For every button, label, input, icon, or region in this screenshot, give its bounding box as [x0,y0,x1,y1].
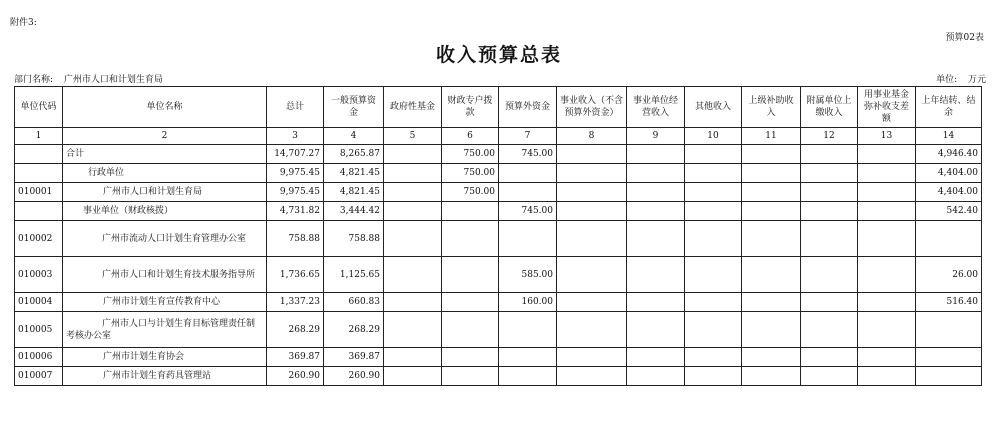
unit-code-cell: 010007 [15,367,63,386]
other-income-cell [685,202,742,221]
operating-income-cell [627,202,685,221]
business-income-cell [557,145,627,164]
table-row [15,312,982,348]
column-number: 14 [916,128,982,145]
attachment-label: 附件3: [10,18,37,28]
column-number: 8 [557,128,627,145]
other-income-cell [685,312,742,348]
operating-income-cell [627,221,685,257]
general-budget-cell: 758.88 [324,221,384,257]
other-income-cell [685,145,742,164]
total-cell: 1,337.23 [267,293,324,312]
column-header: 事业单位经营收入 [627,87,685,128]
business-income-cell [557,164,627,183]
extra-budget-cell: 745.00 [499,202,557,221]
column-number: 4 [324,128,384,145]
superior-subsidy-cell [742,221,801,257]
carryover-cell: 4,404.00 [916,183,982,202]
special-account-cell: 750.00 [442,164,499,183]
total-cell: 758.88 [267,221,324,257]
total-cell: 1,736.65 [267,257,324,293]
column-number: 6 [442,128,499,145]
subordinate-income-cell [801,202,858,221]
other-income-cell [685,348,742,367]
subordinate-income-cell [801,183,858,202]
other-income-cell [685,183,742,202]
carryover-cell: 4,946.40 [916,145,982,164]
fund-offset-cell [858,348,916,367]
unit-code-cell [15,164,63,183]
subordinate-income-cell [801,293,858,312]
gov-fund-cell [384,367,442,386]
carryover-cell [916,312,982,348]
carryover-cell: 26.00 [916,257,982,293]
unit-code-cell: 010006 [15,348,63,367]
table-row [15,164,982,183]
unit-name-cell: 广州市计划生育协会 [63,348,267,367]
subordinate-income-cell [801,257,858,293]
other-income-cell [685,367,742,386]
extra-budget-cell: 585.00 [499,257,557,293]
total-cell: 9,975.45 [267,164,324,183]
carryover-cell [916,367,982,386]
subordinate-income-cell [801,145,858,164]
column-header: 上级补助收入 [742,87,801,128]
table-row [15,293,982,312]
unit-name-cell: 行政单位 [63,164,267,183]
subordinate-income-cell [801,164,858,183]
column-header: 总计 [267,87,324,128]
carryover-cell [916,348,982,367]
general-budget-cell: 4,821.45 [324,183,384,202]
department-line [14,72,163,85]
extra-budget-cell [499,312,557,348]
unit-code-cell [15,145,63,164]
total-cell: 14,707.27 [267,145,324,164]
gov-fund-cell [384,202,442,221]
other-income-cell [685,221,742,257]
fund-offset-cell [858,202,916,221]
special-account-cell: 750.00 [442,183,499,202]
fund-offset-cell [858,367,916,386]
unit-code-cell: 010002 [15,221,63,257]
column-number: 2 [63,128,267,145]
gov-fund-cell [384,164,442,183]
column-number: 10 [685,128,742,145]
unit-name-cell: 广州市人口和计划生育技术服务指导所 [63,257,267,293]
column-header: 财政专户拨款 [442,87,499,128]
fund-offset-cell [858,164,916,183]
table-row [15,257,982,293]
unit-name-cell: 广州市人口与计划生育目标管理责任制考核办公室 [63,312,267,348]
fund-offset-cell [858,221,916,257]
column-number: 1 [15,128,63,145]
subordinate-income-cell [801,221,858,257]
general-budget-cell: 3,444.42 [324,202,384,221]
total-cell: 9,975.45 [267,183,324,202]
total-cell: 268.29 [267,312,324,348]
operating-income-cell [627,183,685,202]
special-account-cell [442,202,499,221]
business-income-cell [557,293,627,312]
carryover-cell: 516.40 [916,293,982,312]
general-budget-cell: 260.90 [324,367,384,386]
budget-table [14,86,982,386]
special-account-cell [442,312,499,348]
column-number: 7 [499,128,557,145]
special-account-cell [442,348,499,367]
column-number: 5 [384,128,442,145]
superior-subsidy-cell [742,293,801,312]
subordinate-income-cell [801,367,858,386]
unit-line [936,72,986,85]
column-header: 一般预算资金 [324,87,384,128]
operating-income-cell [627,257,685,293]
unit-code-cell: 010005 [15,312,63,348]
unit-name-cell: 广州市计划生育药具管理站 [63,367,267,386]
operating-income-cell [627,312,685,348]
column-header: 政府性基金 [384,87,442,128]
superior-subsidy-cell [742,164,801,183]
table-row [15,202,982,221]
subordinate-income-cell [801,348,858,367]
column-number: 3 [267,128,324,145]
general-budget-cell: 4,821.45 [324,164,384,183]
special-account-cell [442,293,499,312]
column-header: 其他收入 [685,87,742,128]
operating-income-cell [627,348,685,367]
table-row [15,367,982,386]
carryover-cell: 4,404.00 [916,164,982,183]
column-header: 单位代码 [15,87,63,128]
gov-fund-cell [384,183,442,202]
form-number: 预算02表 [945,33,984,43]
column-number: 13 [858,128,916,145]
extra-budget-cell: 745.00 [499,145,557,164]
other-income-cell [685,293,742,312]
superior-subsidy-cell [742,202,801,221]
unit-name-cell: 广州市人口和计划生育局 [63,183,267,202]
fund-offset-cell [858,312,916,348]
column-number: 11 [742,128,801,145]
special-account-cell [442,257,499,293]
extra-budget-cell [499,221,557,257]
extra-budget-cell [499,367,557,386]
special-account-cell [442,367,499,386]
extra-budget-cell [499,348,557,367]
gov-fund-cell [384,293,442,312]
column-number: 12 [801,128,858,145]
unit-code-cell: 010004 [15,293,63,312]
column-header: 上年结转、结余 [916,87,982,128]
unit-name-cell: 广州市流动人口计划生育管理办公室 [63,221,267,257]
carryover-cell [916,221,982,257]
superior-subsidy-cell [742,257,801,293]
gov-fund-cell [384,145,442,164]
column-header: 单位名称 [63,87,267,128]
operating-income-cell [627,367,685,386]
unit-value: 万元 [967,75,986,85]
operating-income-cell [627,164,685,183]
business-income-cell [557,257,627,293]
fund-offset-cell [858,145,916,164]
unit-name-cell: 广州市计划生育宣传教育中心 [63,293,267,312]
column-header: 事业收入（不含预算外资金） [557,87,627,128]
general-budget-cell: 8,265.87 [324,145,384,164]
column-header: 附属单位上缴收入 [801,87,858,128]
superior-subsidy-cell [742,312,801,348]
fund-offset-cell [858,183,916,202]
column-header: 用事业基金弥补收支差额 [858,87,916,128]
general-budget-cell: 369.87 [324,348,384,367]
page-title: 收入预算总表 [435,44,562,66]
superior-subsidy-cell [742,183,801,202]
extra-budget-cell [499,183,557,202]
department-name: 广州市人口和计划生育局 [63,75,163,85]
extra-budget-cell: 160.00 [499,293,557,312]
general-budget-cell: 1,125.65 [324,257,384,293]
column-number-row [15,128,982,145]
extra-budget-cell [499,164,557,183]
table-row-total [15,145,982,164]
column-number: 9 [627,128,685,145]
unit-code-cell: 010003 [15,257,63,293]
unit-label: 单位: [936,75,958,85]
business-income-cell [557,202,627,221]
gov-fund-cell [384,348,442,367]
unit-code-cell: 010001 [15,183,63,202]
unit-name-cell: 事业单位（财政核拨） [63,202,267,221]
superior-subsidy-cell [742,367,801,386]
unit-code-cell [15,202,63,221]
header-row [15,87,982,128]
column-header: 预算外资金 [499,87,557,128]
fund-offset-cell [858,293,916,312]
business-income-cell [557,367,627,386]
business-income-cell [557,348,627,367]
general-budget-cell: 660.83 [324,293,384,312]
gov-fund-cell [384,312,442,348]
operating-income-cell [627,293,685,312]
business-income-cell [557,221,627,257]
gov-fund-cell [384,257,442,293]
department-label: 部门名称: [14,75,54,85]
total-cell: 369.87 [267,348,324,367]
total-cell: 4,731.82 [267,202,324,221]
special-account-cell [442,221,499,257]
total-cell: 260.90 [267,367,324,386]
carryover-cell: 542.40 [916,202,982,221]
business-income-cell [557,183,627,202]
subordinate-income-cell [801,312,858,348]
general-budget-cell: 268.29 [324,312,384,348]
operating-income-cell [627,145,685,164]
gov-fund-cell [384,221,442,257]
fund-offset-cell [858,257,916,293]
table-row [15,348,982,367]
table-row [15,221,982,257]
superior-subsidy-cell [742,145,801,164]
unit-name-cell: 合计 [63,145,267,164]
table-row [15,183,982,202]
other-income-cell [685,257,742,293]
special-account-cell: 750.00 [442,145,499,164]
business-income-cell [557,312,627,348]
other-income-cell [685,164,742,183]
superior-subsidy-cell [742,348,801,367]
